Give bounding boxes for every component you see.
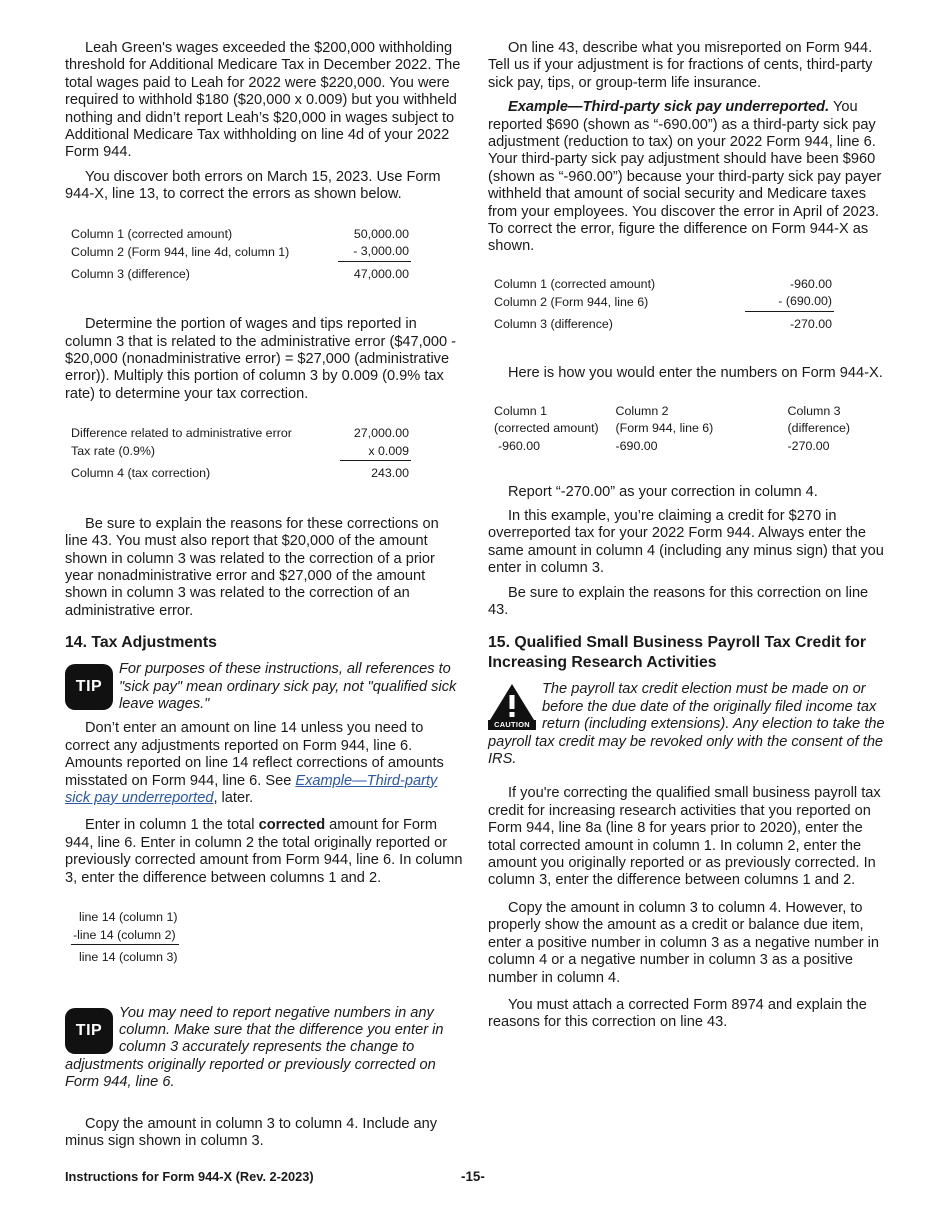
warning-triangle-icon [488,683,536,721]
table-row: Column 3 (difference) 47,000.00 [71,266,409,281]
paragraph: You must attach a corrected Form 8974 and explain the reasons for this correction on line 43. [488,996,867,1031]
footer-title: Instructions for Form 944-X (Rev. 2-2023) [65,1169,314,1184]
calculation-table-sickpay [492,276,834,334]
left-column [65,40,463,1157]
line14-formula-table [71,909,179,967]
paragraph: Don’t enter an amount on line 14 unless you need to correct any adjustments reported on Form 944, line 6. Amounts reported on line 14 reflect corrections of amounts misstated on Form 944, line 6. See Example—Third-party sick pay underreported, later. [65,720,444,806]
form-entry-table [492,403,852,456]
page-number: -15- [461,1169,485,1184]
paragraph: Report “-270.00” as your correction in column 4. [508,483,818,500]
table-row: line 14 (column 3) [79,950,178,964]
caution-icon: CAUTION [488,683,536,731]
tip-text: For purposes of these instructions, all references to "sick pay" mean ordinary sick pay, not "qualified sick leave wages." [119,661,457,712]
table-row: Column 1 (corrected amount) 50,000.00 [71,226,409,241]
example-link[interactable]: Example—Third-party sick pay underreported [65,772,438,806]
paragraph: Leah Green's wages exceeded the $200,000 withholding threshold for Additional Medicare Tax in December 2022. The total wages paid to Leah for 2022 were $220,000. You were required to withhold $180 ($20,000 x 0.009) but you withheld nothing and didn’t report Leah’s $20,000 in wages subject to Additional Medicare Tax withholding on line 4d of your 2022 Form 944. [65,40,461,161]
caution-note [488,681,886,775]
example-title: Example—Third-party sick pay underreported. [508,99,830,116]
table-row: Column 4 (tax correction) 243.00 [71,466,409,481]
right-column [488,40,886,1039]
table-row: -960.00 -690.00 -270.00 [498,438,830,453]
paragraph: Be sure to explain the reasons for this correction on line 43. [488,584,869,618]
table-row: Column 1 Column 2 Column 3 [494,403,841,418]
tip-text: You may need to report negative numbers in any column. Make sure that the difference you enter in column 3 accurately represents the change to adjustments originally reported or previously corrected on Form 944, line 6. [65,1004,444,1091]
example-paragraph: Example—Third-party sick pay underreported. You reported $690 (shown as “-690.00”) as a third-party sick pay adjustment (reduction to tax) on your 2022 Form 944, line 6. Your third-party sick pay adjustment should have been $960 (shown as “-960.00”) because your third-party sick pay payer withheld that amount of social security and Medicare taxes from your employees. You discover the error in April of 2023. To correct the error, figure the difference on Form 944-X as shown. [488,99,882,255]
paragraph: If you're correcting the qualified small business payroll tax credit for increasing research activities that you reported on Form 944, line 8a (line 8 for years prior to 2020), enter the total corrected amount in column 1. In column 2, enter the amount you originally reported or as previously corrected. In column 3, enter the difference between columns 1 and 2. [488,785,881,889]
paragraph: In this example, you’re claiming a credit for $270 in overreported tax for your 2022 Form 944. Always enter the same amount in column 4 (including any minus sign) that you enter in column 3. [488,507,884,577]
table-row: (corrected amount) (Form 944, line 6) (difference) [494,421,850,436]
table-row: Column 2 (Form 944, line 6) - (690.00) [492,293,834,311]
table-row: Difference related to administrative error 27,000.00 [71,426,409,441]
calculation-table-tax [69,425,411,483]
paragraph: You discover both errors on March 15, 2023. Use Form 944-X, line 13, to correct the errors as shown below. [65,168,441,203]
tip-note [65,1005,463,1099]
section-heading-15: 15. Qualified Small Business Payroll Tax Credit for Increasing Research Activities [488,634,867,672]
table-row: Tax rate (0.9%) x 0.009 [69,443,411,461]
table-row: line 14 (column 1) [79,910,178,924]
paragraph: Be sure to explain the reasons for these corrections on line 43. You must also report that $20,000 of the amount shown in column 3 was related to the correction of a prior year nonadministrative error and $27,000 of the amount shown in column 3 was related to the correction of an administrative error. [65,515,439,619]
paragraph: Copy the amount in column 3 to column 4. However, to properly show the amount as a credit or balance due item, enter a positive number in column 3 as a negative number in column 4 or a negative number in column 3 as a positive number in column 4. [488,899,880,986]
table-row: Column 3 (difference) -270.00 [494,316,832,331]
table-row: Column 1 (corrected amount) -960.00 [494,276,832,291]
table-row: -line 14 (column 2) [71,927,179,945]
caution-text: The payroll tax credit election must be made on or before the due date of the originally filed income tax return (including extensions). Any election to take the payroll tax credit may be revoked only with the consent of the IRS. [488,681,885,768]
table-row: Column 2 (Form 944, line 4d, column 1) - 3,000.00 [69,243,411,261]
calculation-table-col3 [69,226,411,284]
tip-icon: TIP [65,664,113,710]
paragraph: Here is how you would enter the numbers on Form 944-X. [508,365,883,382]
tip-note [65,661,463,720]
paragraph: Enter in column 1 the total corrected amount for Form 944, line 6. Enter in column 2 the total originally reported or previously corrected amount from Form 944, line 6. In column 3, enter the difference between columns 1 and 2. [65,817,463,886]
section-heading-14: 14. Tax Adjustments [65,634,217,652]
paragraph: Determine the portion of wages and tips reported in column 3 that is related to the administrative error ($47,000 - $20,000 (nonadministrative error) = $27,000 (administrative error)). Multiply this portion of column 3 by 0.009 (0.9% tax rate) to determine your tax correction. [65,316,456,402]
paragraph: Copy the amount in column 3 to column 4. Include any minus sign shown in column 3. [65,1115,438,1149]
paragraph: On line 43, describe what you misreported on Form 944. Tell us if your adjustment is for fractions of cents, third-party sick pay, tips, or group-term life insurance. [488,40,873,91]
tip-icon: TIP [65,1008,113,1054]
